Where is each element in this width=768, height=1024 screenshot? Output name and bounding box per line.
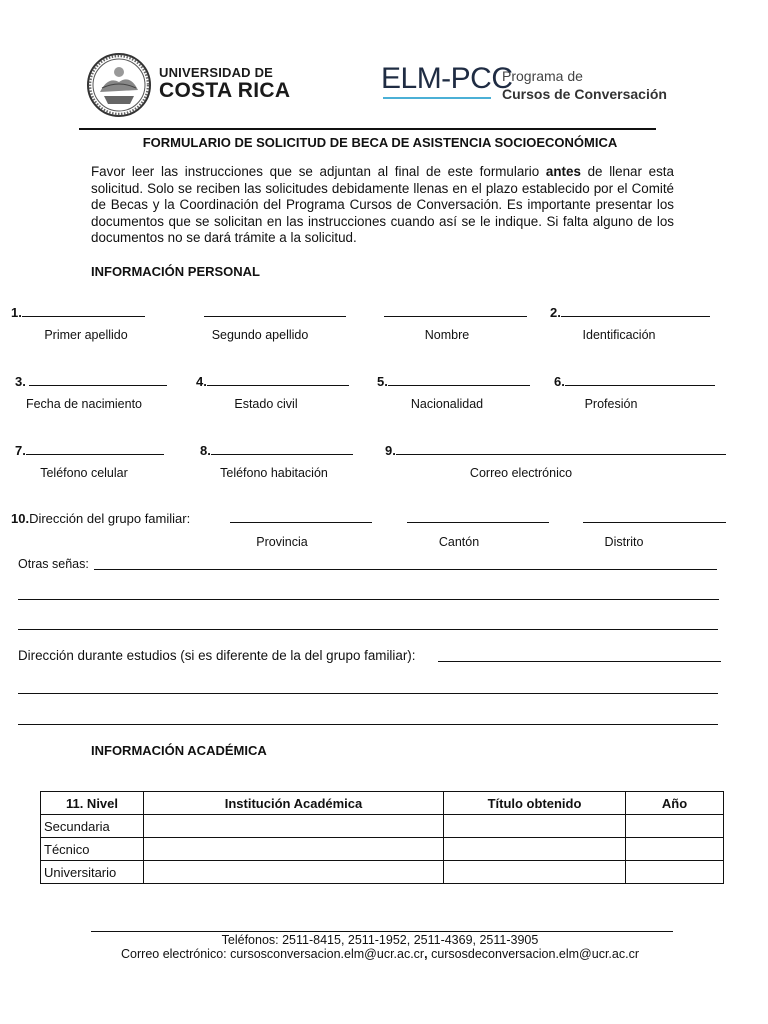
field-10-family-address-label: 10.Dirección del grupo familiar: [11, 511, 191, 526]
cell-institution[interactable] [144, 861, 444, 884]
field-province[interactable] [230, 511, 372, 526]
caption-canton: Cantón [438, 535, 480, 549]
caption-birth-date: Fecha de nacimiento [25, 397, 143, 411]
footer-emails [0, 947, 760, 962]
caption-cell-phone: Teléfono celular [40, 466, 128, 480]
intro-bold-text: antes [545, 164, 581, 179]
program-name-line2: Cursos de Conversación [502, 86, 667, 102]
footer-email-2: cursosdeconversacion.elm@ucr.ac.cr [427, 947, 639, 961]
caption-marital-status: Estado civil [234, 397, 298, 411]
other-signs-line-3[interactable] [18, 629, 718, 630]
row-level-secondary: Secundaria [41, 815, 144, 838]
field-name[interactable] [384, 305, 527, 320]
footer-rule [91, 931, 673, 932]
field-4-marital-status[interactable]: 4. [196, 374, 349, 389]
caption-nationality: Nacionalidad [410, 397, 484, 411]
column-header-institution: Institución Académica [144, 792, 444, 815]
column-header-level: 11. Nivel [41, 792, 144, 815]
caption-name: Nombre [424, 328, 470, 342]
cell-degree[interactable] [444, 815, 626, 838]
row-level-university: Universitario [41, 861, 144, 884]
study-address-line[interactable] [438, 661, 721, 662]
caption-home-phone: Teléfono habitación [220, 466, 328, 480]
university-name-line2: COSTA RICA [159, 79, 291, 102]
field-district[interactable] [583, 511, 726, 526]
section-heading-academic: INFORMACIÓN ACADÉMICA [91, 743, 267, 758]
table-row [41, 838, 724, 861]
study-address-line-2[interactable] [18, 693, 718, 694]
field-6-profession[interactable]: 6. [554, 374, 715, 389]
university-wordmark [159, 66, 290, 101]
university-seal-icon [86, 52, 152, 118]
other-signs-label: Otras señas: [18, 557, 89, 571]
other-signs-line[interactable] [94, 569, 717, 570]
program-abbreviation: ELM-PCC [381, 62, 513, 95]
section-heading-personal: INFORMACIÓN PERSONAL [91, 264, 260, 279]
other-signs-line-2[interactable] [18, 599, 719, 600]
study-address-line-3[interactable] [18, 724, 718, 725]
field-8-home-phone[interactable]: 8. [200, 443, 353, 458]
cell-degree[interactable] [444, 861, 626, 884]
field-5-nationality[interactable]: 5. [377, 374, 530, 389]
table-row [41, 815, 724, 838]
caption-email: Correo electrónico [469, 466, 573, 480]
caption-second-surname: Segundo apellido [211, 328, 309, 342]
field-second-surname[interactable] [204, 305, 346, 320]
form-title: FORMULARIO DE SOLICITUD DE BECA DE ASISTENCIA SOCIOECONÓMICA [142, 135, 618, 150]
footer-email-separator: , [424, 947, 428, 961]
cell-institution[interactable] [144, 815, 444, 838]
table-row [41, 861, 724, 884]
field-canton[interactable] [407, 511, 549, 526]
field-7-cell-phone[interactable]: 7. [15, 443, 164, 458]
table-header-row [41, 792, 724, 815]
field-3-birth-date[interactable]: 3. [15, 374, 167, 389]
field-1-first-surname[interactable]: 1. [11, 305, 145, 320]
academic-table [40, 791, 724, 884]
caption-identification: Identificación [582, 328, 656, 342]
cell-institution[interactable] [144, 838, 444, 861]
field-2-identification[interactable]: 2. [550, 305, 710, 320]
caption-first-surname: Primer apellido [44, 328, 128, 342]
caption-district: Distrito [604, 535, 644, 549]
caption-profession: Profesión [584, 397, 638, 411]
study-address-label: Dirección durante estudios (si es diferente de la del grupo familiar): [18, 648, 416, 663]
instructions-paragraph [91, 164, 674, 247]
cell-year[interactable] [626, 861, 724, 884]
caption-province: Provincia [256, 535, 308, 549]
footer-phones: Teléfonos: 2511-8415, 2511-1952, 2511-4369, 2511-3905 [221, 933, 539, 947]
field-9-email[interactable]: 9. [385, 443, 726, 458]
cell-degree[interactable] [444, 838, 626, 861]
intro-text-2: de llenar esta solicitud. Solo se reciben las solicitudes debidamente llenas en el plazo establecido por el Comité de Becas y la Coordinación del Programa Cursos de Conversación. Es importante presentar los documentos que se solicitan en las instrucciones cuando así se le indique. Si falta alguno de los documentos no se dará trámite a la solicitud. [91, 164, 674, 246]
header-rule [79, 128, 656, 130]
university-name-line1: UNIVERSIDAD DE [159, 65, 274, 80]
program-underline [383, 97, 491, 99]
cell-year[interactable] [626, 838, 724, 861]
program-name [502, 67, 667, 103]
footer-email-1: Correo electrónico: cursosconversacion.elm@ucr.ac.cr [121, 947, 425, 961]
column-header-degree: Título obtenido [444, 792, 626, 815]
program-name-line1: Programa de [502, 68, 583, 84]
row-level-technical: Técnico [41, 838, 144, 861]
cell-year[interactable] [626, 815, 724, 838]
column-header-year: Año [626, 792, 724, 815]
intro-text-1: Favor leer las instrucciones que se adjuntan al final de este formulario [91, 164, 540, 179]
